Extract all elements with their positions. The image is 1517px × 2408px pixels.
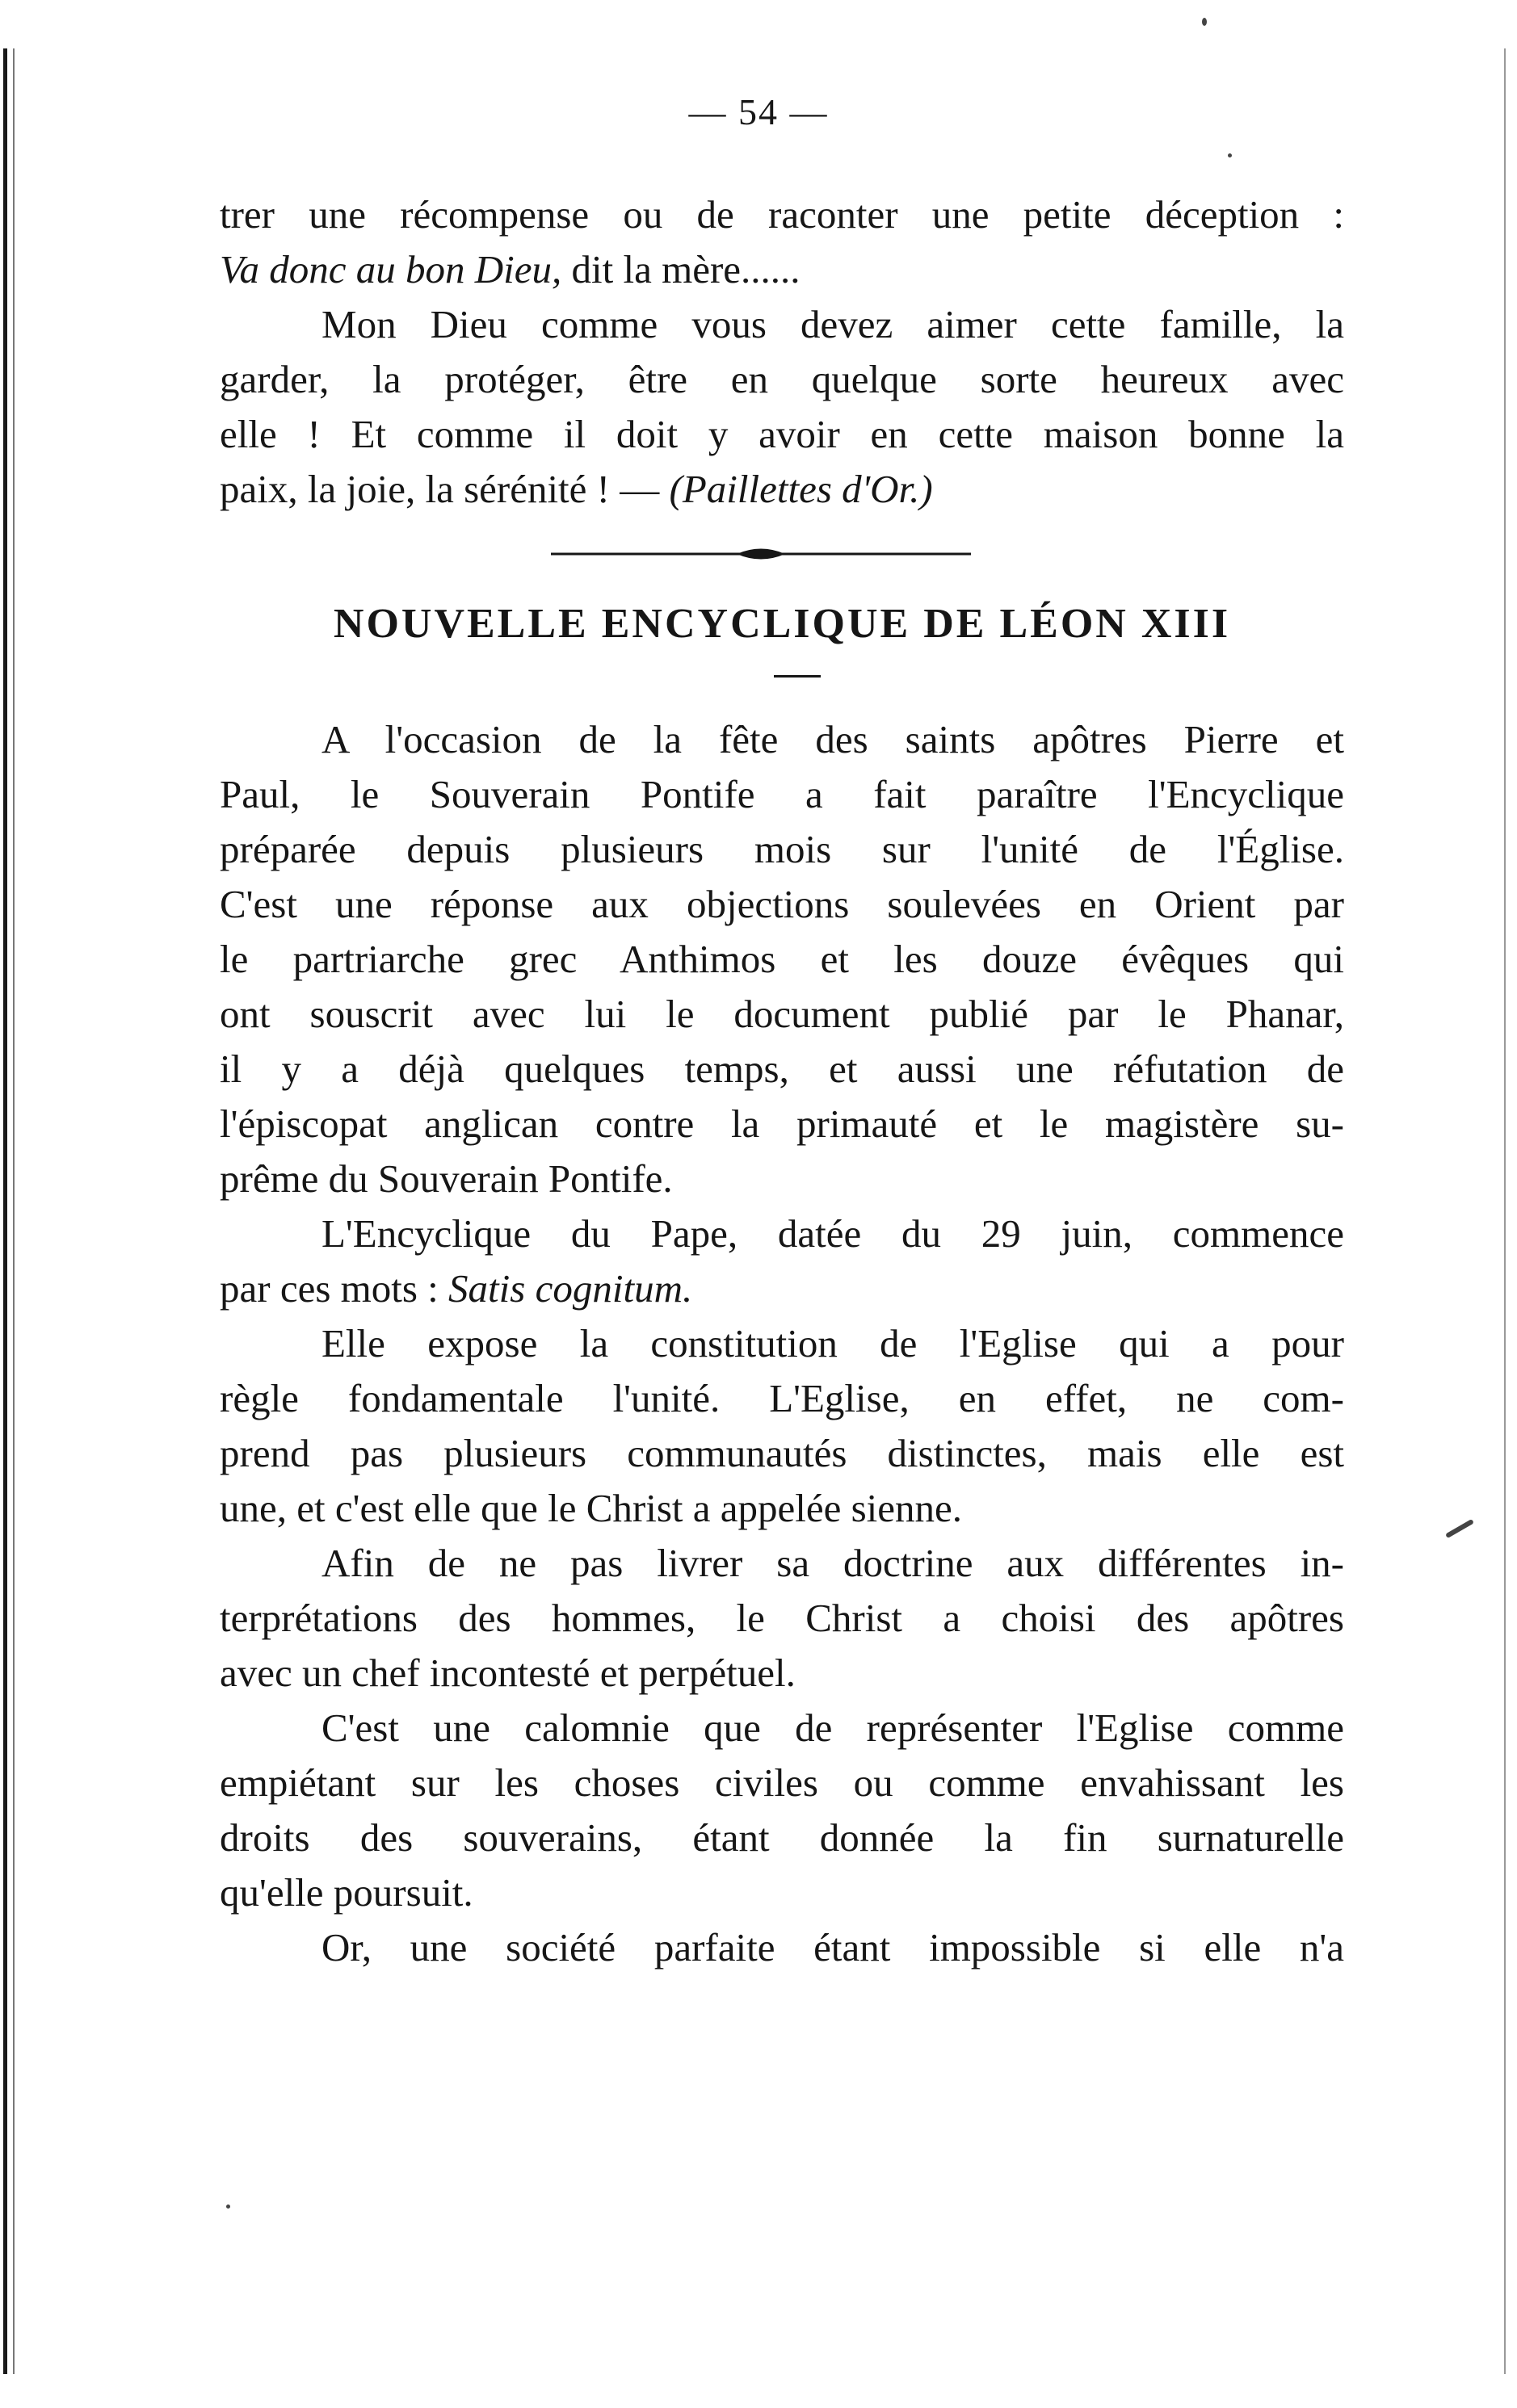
text-line: règle fondamentale l'unité. L'Eglise, en effet, ne com- [220,1376,1344,1420]
text-line: Or, une société parfaite étant impossible si elle n'a [321,1925,1344,1970]
text-line [220,245,1344,294]
text-line: A l'occasion de la fête des saints apôtres Pierre et [321,717,1344,761]
heading-rule [774,675,821,678]
text-line: terprétations des hommes, le Christ a choisi des apôtres [220,1596,1344,1640]
text-line [220,1265,1344,1313]
text-line: l'épiscopat anglican contre la primauté et le magistère su- [220,1101,1344,1146]
text-line [220,465,1344,514]
binding-edge-left [0,48,24,2374]
article-heading: NOUVELLE ENCYCLIQUE DE LÉON XIII [333,601,1231,647]
text-line: trer une récompense ou de raconter une petite déception : [220,192,1344,237]
text-fragment: paix, la joie, la sérénité ! — [220,467,670,511]
text-line: le partriarche grec Anthimos et les douze évêques qui [220,937,1344,981]
text-line: Mon Dieu comme vous devez aimer cette famille, la [321,302,1344,346]
text-line: garder, la protéger, être en quelque sorte heureux avec [220,357,1344,401]
text-line: L'Encyclique du Pape, datée du 29 juin, commence [321,1211,1344,1256]
text-line: Paul, le Souverain Pontife a fait paraître l'Encyclique [220,772,1344,816]
text-line: Elle expose la constitution de l'Eglise qui a pour [321,1321,1344,1366]
page-number: — 54 — [688,91,829,132]
text-line: une, et c'est elle que le Christ a appelée sienne. [220,1486,963,1530]
page-edge-right [1456,48,1512,2374]
text-line: Afin de ne pas livrer sa doctrine aux différentes in- [321,1541,1344,1585]
text-line: C'est une calomnie que de représenter l'Eglise comme [321,1705,1344,1750]
text-line: elle ! Et comme il doit y avoir en cette maison bonne la [220,412,1344,456]
text-line: préparée depuis plusieurs mois sur l'unité de l'Église. [220,827,1344,871]
ink-speck [1202,18,1207,26]
italic-phrase: Va donc au bon Dieu, [220,247,562,292]
text-line: avec un chef incontesté et perpétuel. [220,1651,796,1695]
text-fragment: par ces mots : [220,1266,449,1311]
binding-line [3,48,7,2374]
binding-line [13,48,15,2374]
text-fragment: dit la mère...... [561,247,801,292]
text-line: prend pas plusieurs communautés distinctes, mais elle est [220,1431,1344,1475]
text-line: il y a déjà quelques temps, et aussi une réfutation de [220,1047,1344,1091]
italic-source: (Paillettes d'Or.) [669,467,933,511]
text-line: droits des souverains, étant donnée la fin surnaturelle [220,1815,1344,1860]
text-line: C'est une réponse aux objections soulevées en Orient par [220,882,1344,926]
section-divider-ornament [551,545,971,563]
ink-speck [1228,153,1232,157]
text-line: ont souscrit avec lui le document publié par le Phanar, [220,992,1344,1036]
text-line: empiétant sur les choses civiles ou comme envahissant les [220,1760,1344,1805]
page-edge-line [1504,48,1506,2374]
text-line: qu'elle poursuit. [220,1870,473,1915]
italic-incipit: Satis cognitum. [448,1266,693,1311]
ink-speck [226,2205,230,2209]
text-line: prême du Souverain Pontife. [220,1156,673,1201]
